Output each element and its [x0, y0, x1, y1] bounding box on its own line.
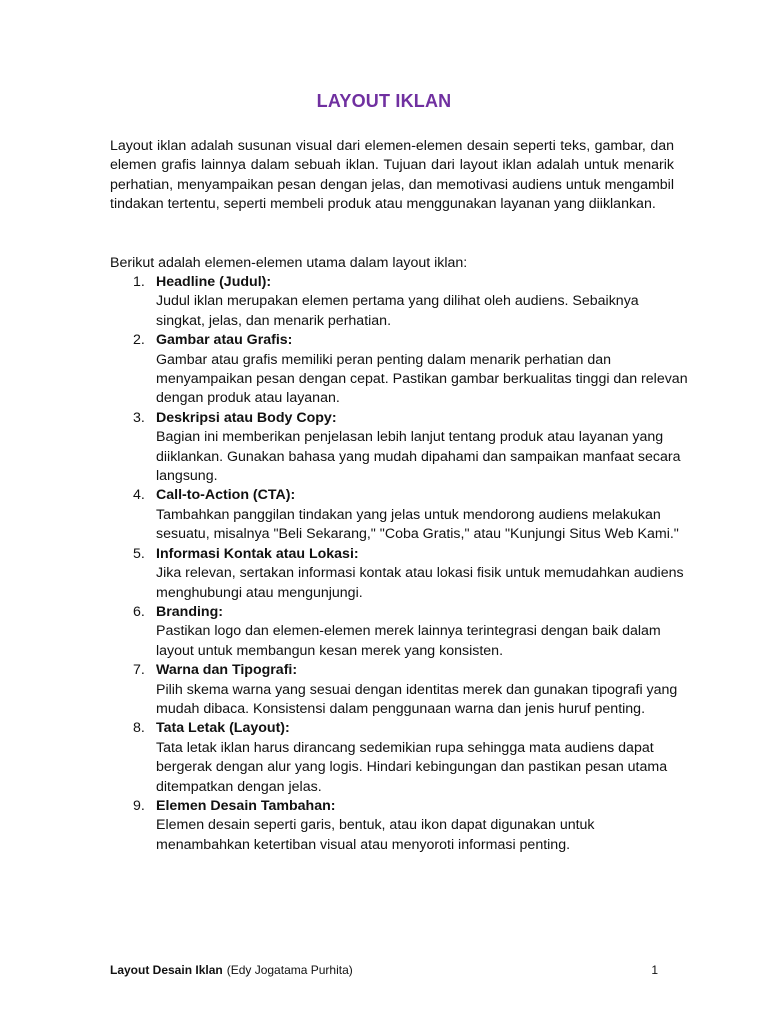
item-heading: Headline (Judul):	[156, 274, 272, 290]
list-item	[110, 661, 690, 719]
list-item	[110, 797, 690, 855]
item-heading: Deskripsi atau Body Copy:	[156, 409, 337, 426]
item-number: 3.	[133, 409, 145, 426]
intro-paragraph: Layout iklan adalah susunan visual dari elemen-elemen desain seperti teks, gambar, dan elemen grafis lainnya dalam sebuah iklan. Tujuan dari layout iklan adalah untuk menarik perhatian, menyampaikan pesan dengan jelas, dan memotivasi audiens untuk mengambil tindakan tertentu, seperti membeli produk atau menggunakan layanan yang diiklankan.	[110, 138, 674, 213]
item-heading: Informasi Kontak atau Lokasi:	[156, 545, 359, 562]
list-item	[110, 273, 690, 331]
item-heading: Gambar atau Grafis:	[156, 332, 293, 349]
item-body: Pilih skema warna yang sesuai dengan identitas merek dan gunakan tipografi yang mudah dibaca. Konsistensi dalam penggunaan warna dan jenis huruf penting.	[156, 681, 678, 717]
footer-author: (Edy Jogatama Purhita)	[226, 963, 353, 977]
item-body: Gambar atau grafis memiliki peran penting dalam menarik perhatian dan menyampaikan pesan dengan cepat. Pastikan gambar berkualitas tinggi dan relevan dengan produk atau layanan.	[156, 351, 688, 407]
item-heading: Call-to-Action (CTA):	[156, 487, 296, 504]
item-body: Tata letak iklan harus dirancang sedemikian rupa sehingga mata audiens dapat bergerak dengan alur yang logis. Hindari kebingungan dan pastikan pesan utama ditempatkan dengan jelas.	[156, 739, 668, 795]
item-body: Jika relevan, sertakan informasi kontak atau lokasi fisik untuk memudahkan audiens menghubungi atau mengunjungi.	[156, 565, 684, 601]
page-number: 1	[651, 963, 658, 977]
item-number: 6.	[133, 603, 145, 620]
item-heading: Branding:	[156, 603, 223, 620]
list-item	[110, 331, 690, 409]
footer-title: Layout Desain Iklan	[110, 963, 223, 977]
page-title: LAYOUT IKLAN	[316, 91, 452, 111]
list-item	[110, 409, 690, 487]
page-footer	[110, 962, 658, 978]
item-body: Pastikan logo dan elemen-elemen merek lainnya terintegrasi dengan baik dalam layout untuk membangun kesan merek yang konsisten.	[156, 623, 661, 659]
item-number: 1.	[133, 274, 145, 290]
list-item	[110, 545, 690, 603]
item-body: Bagian ini memberikan penjelasan lebih lanjut tentang produk atau layanan yang diiklankan. Gunakan bahasa yang mudah dipahami dan sampaikan manfaat secara langsung.	[156, 429, 681, 485]
item-body: Tambahkan panggilan tindakan yang jelas untuk mendorong audiens melakukan sesuatu, misalnya "Beli Sekarang," "Coba Gratis," atau "Kunjungi Situs Web Kami."	[156, 506, 679, 543]
list-item	[110, 603, 690, 661]
item-number: 7.	[133, 662, 145, 679]
item-heading: Elemen Desain Tambahan:	[156, 797, 336, 814]
list-intro: Berikut adalah elemen-elemen utama dalam layout iklan:	[110, 255, 468, 271]
item-number: 5.	[133, 545, 145, 562]
list-item	[110, 719, 690, 797]
list-item	[110, 486, 690, 544]
item-number: 2.	[133, 332, 145, 349]
elements-list	[110, 273, 690, 855]
item-number: 9.	[133, 797, 145, 814]
item-heading: Tata Letak (Layout):	[156, 720, 290, 737]
item-body: Judul iklan merupakan elemen pertama yang dilihat oleh audiens. Sebaiknya singkat, jelas, dan menarik perhatian.	[156, 293, 639, 329]
item-number: 4.	[133, 487, 145, 504]
item-heading: Warna dan Tipografi:	[156, 662, 298, 679]
item-number: 8.	[133, 720, 145, 737]
item-body: Elemen desain seperti garis, bentuk, atau ikon dapat digunakan untuk menambahkan ketertiban visual atau menyoroti informasi penting.	[156, 817, 595, 853]
